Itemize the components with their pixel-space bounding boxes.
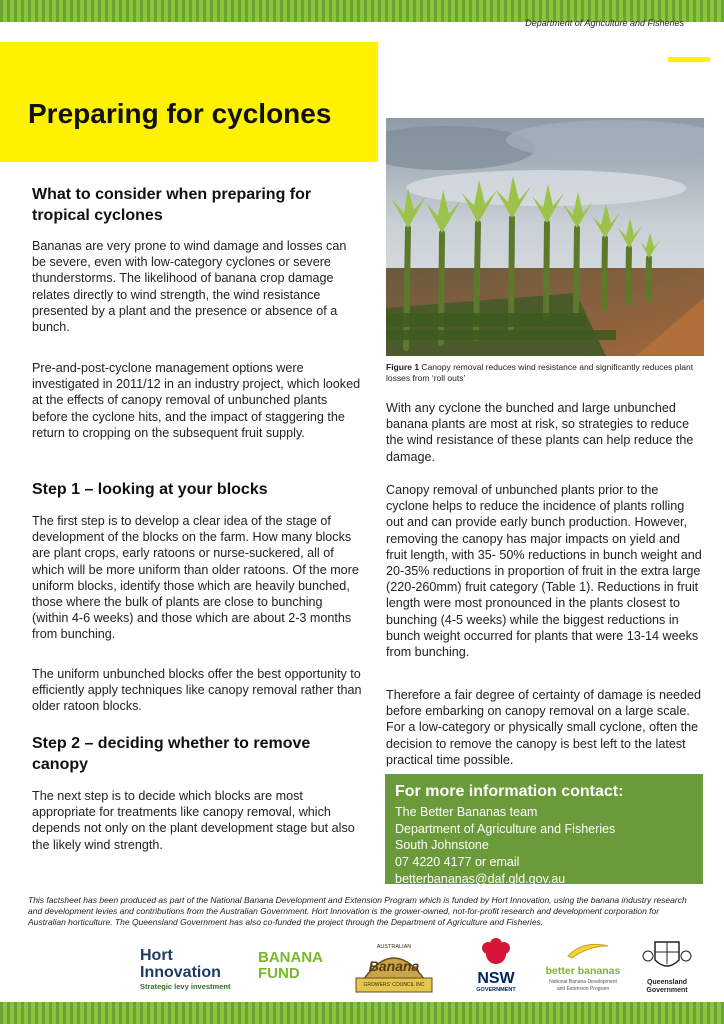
bottom-stripe-bar	[0, 1002, 724, 1024]
contact-heading: For more information contact:	[395, 783, 624, 800]
paragraph-step-1: The first step is to develop a clear idea of the stage of development of the blocks on the farm. How many blocks are plant crops, early ratoons or nurse-suckered, all of which will be more uniform than older ratoons. Of the more uniform blocks, identify those which are heavily bunched, those where the bulk of plants are close to bunching (within 4-6 weeks) and those which are about 2-3 months from bunching.	[32, 514, 359, 642]
sponsor-logos	[0, 938, 724, 998]
heading-step-2: Step 2 – deciding whether to remove canopy	[32, 735, 311, 773]
contact-email-link[interactable]: betterbananas@daf.qld.gov.au	[395, 872, 566, 886]
nsw-word: NSW	[477, 970, 515, 987]
abgc-bottom-text: GROWERS' COUNCIL INC	[363, 982, 425, 988]
paragraph-uniform-blocks: The uniform unbunched blocks offer the best opportunity to efficiently apply techniques like canopy removal rather than older ratoon blocks.	[32, 667, 362, 714]
better-bananas-word: better bananas	[545, 965, 621, 977]
nsw-waratah-icon	[468, 938, 524, 966]
innovation-word: Innovation	[140, 964, 221, 981]
abgc-word: Banana	[368, 958, 420, 974]
figure-photo	[386, 118, 704, 356]
paragraph-canopy-removal: Canopy removal of unbunched plants prior to the cyclone helps to reduce the incidence of plants rolling out and can provide early bunch production. However, removing the canopy has major impacts on yield and fruit length, with 35- 50% reductions in bunch weight and 20-35% reductions in proportion of fruit in the extra large (220-260mm) fruit category (Table 1). Reductions in fruit length were most pronounced in the plants closest to bunching (4-5 weeks) while the biggest reductions in bunch weight occurred for plants that were 13-14 weeks from bunching.	[386, 483, 702, 660]
nsw-government-logo	[468, 938, 524, 994]
hort-tagline: Strategic levy investment	[140, 982, 231, 991]
contact-location: South Johnstone	[395, 838, 489, 852]
government-word: Government	[646, 987, 688, 994]
caption-text: Canopy removal reduces wind resistance and significantly reduces plant losses from ‘roll outs’	[386, 362, 694, 383]
paragraph-step-2: The next step is to decide which blocks are most appropriate for treatments like canopy removal, which depends not only on the plant development stage but also the likely wind strength.	[32, 789, 355, 852]
queensland-word: Queensland	[646, 979, 688, 986]
figure-caption	[386, 362, 704, 384]
contact-team: The Better Bananas team	[395, 805, 538, 819]
banana-icon	[538, 938, 628, 960]
banana-fund-word-2: FUND	[258, 965, 300, 982]
funding-footnote: This factsheet has been produced as part of the National Banana Development and Extension Program which is funded by Hort Innovation, using the banana industry research and development levies and contributions from the Australian Government. Hort Innovation is the grower-owned, not-for-profit research and development corporation for Australian horticulture. The Queensland Government has also co-funded the project through the Department of Agriculture and Fisheries.	[28, 895, 687, 927]
better-bananas-tagline-1: National Banana Development	[549, 979, 617, 985]
department-label: Department of Agriculture and Fisheries	[525, 18, 684, 28]
paragraph-intro: Bananas are very prone to wind damage and losses can be severe, even with low-category cyclones or severe thunderstorms. The likelihood of banana crop damage relates directly to wind strength, the wind resistance presented by a plant and the presence or absence of a bunch.	[32, 239, 347, 335]
contact-department: Department of Agriculture and Fisheries	[395, 821, 616, 836]
paragraph-project: Pre-and-post-cyclone management options were investigated in 2011/12 in an industry project, which looked at the effects of canopy removal of unbunched plants before the cyclone hits, and the impact of staggering the return to cropping on the subsequent fruit supply.	[32, 361, 361, 440]
page-title: Preparing for cyclones	[28, 98, 332, 129]
banana-fund-word-1: BANANA	[258, 949, 323, 966]
better-bananas-tagline-2: and Extension Program	[556, 986, 610, 992]
contact-box	[385, 774, 703, 884]
banana-plantation-image	[386, 118, 704, 356]
yellow-accent-rule	[668, 57, 710, 62]
abgc-logo	[352, 938, 436, 994]
banana-fund-logo	[258, 938, 338, 994]
queensland-government-logo	[640, 938, 694, 994]
hort-word: Hort	[140, 947, 173, 964]
better-bananas-logo	[538, 938, 628, 994]
hort-innovation-logo	[140, 938, 240, 994]
queensland-crest-icon	[640, 938, 694, 974]
abgc-top-text: AUSTRALIAN	[376, 944, 412, 950]
heading-step-1: Step 1 – looking at your blocks	[32, 481, 268, 498]
paragraph-cyclone-risk: With any cyclone the bunched and large unbunched banana plants are most at risk, so strategies to reduce the wind resistance of these plants can help reduce the damage.	[386, 401, 694, 464]
paragraph-certainty: Therefore a fair degree of certainty of damage is needed before embarking on canopy removal on a large scale. For a low-category or physically small cyclone, often the decision to remove the canopy is best left to the latest practical time possible.	[386, 688, 702, 767]
caption-label: Figure 1	[386, 362, 420, 372]
heading-what-to-consider: What to consider when preparing for tropical cyclones	[32, 186, 312, 224]
contact-phone: 07 4220 4177 or email	[395, 854, 520, 869]
nsw-government-word: GOVERNMENT	[476, 987, 516, 993]
